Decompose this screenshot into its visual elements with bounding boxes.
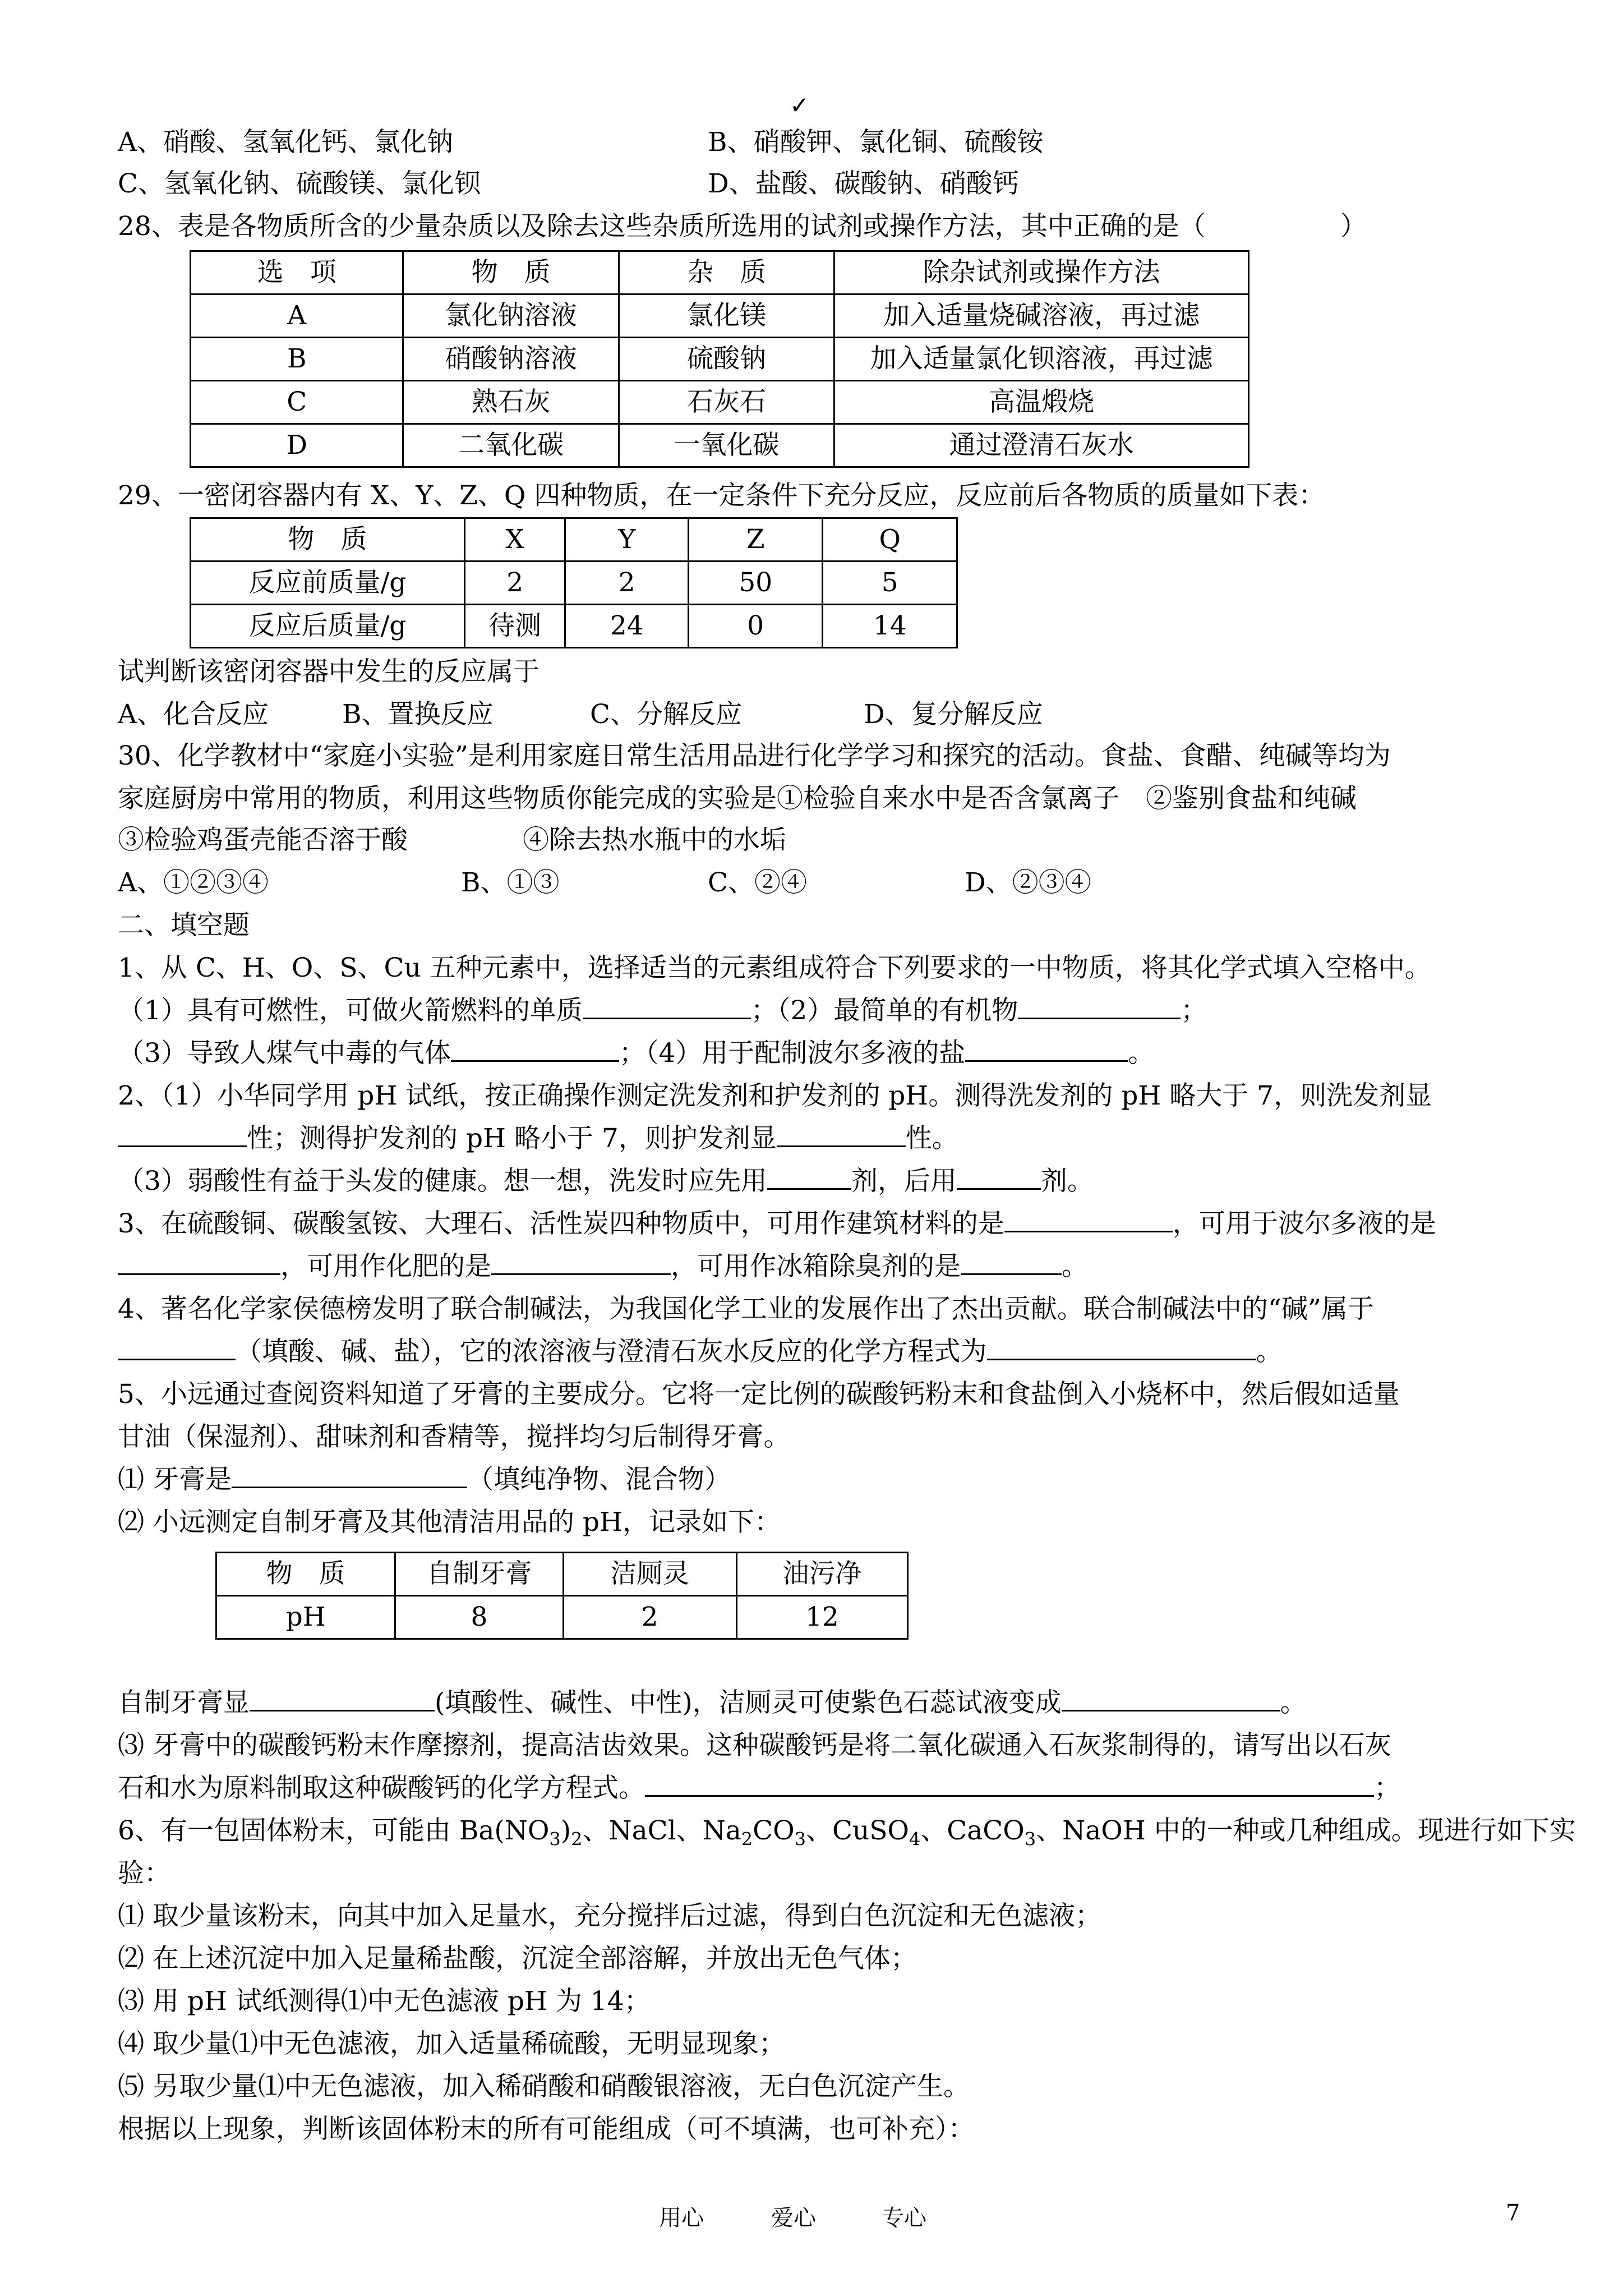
f5-part-3-line-1: ⑶ 牙膏中的碳酸钙粉末作摩擦剂，提高洁齿效果。这种碳酸钙是将二氧化碳通入石灰浆制得的，请写出以石灰	[118, 1730, 1391, 1761]
table-cell: B	[191, 338, 403, 381]
table-cell: 2	[565, 562, 689, 605]
q30-line-3b: ④除去热水瓶中的水垢	[523, 825, 786, 855]
table-header-cell: 物 质	[403, 251, 619, 295]
answer-blank[interactable]	[961, 1251, 1062, 1275]
q29-question: 试判断该密闭容器中发生的反应属于	[118, 656, 540, 687]
table-cell: 8	[395, 1596, 563, 1639]
subscript: 3	[794, 1828, 806, 1850]
f1-line-1: 1、从 C、H、O、S、Cu 五种元素中，选择适当的元素组成符合下列要求的一中物质，将其化学式填入空格中。	[118, 953, 1431, 983]
table-cell: 2	[464, 562, 565, 605]
f3-line-1	[118, 1208, 1436, 1240]
f6-text: 、NaOH 中的一种或几种组成。现进行如下实	[1036, 1815, 1576, 1846]
table-header-cell: 自制牙膏	[395, 1553, 563, 1596]
table-row	[191, 605, 957, 648]
q30-line-2: 家庭厨房中常用的物质，利用这些物质你能完成的实验是①检验自来水中是否含氯离子 ②鉴别食盐和纯碱	[118, 783, 1357, 814]
f6-step-3: ⑶ 用 pH 试纸测得⑴中无色滤液 pH 为 14；	[118, 1986, 651, 2017]
f4-line-2	[118, 1336, 1283, 1368]
answer-blank[interactable]	[965, 1038, 1128, 1062]
f2-line-2	[118, 1123, 958, 1154]
table-header-cell: Y	[565, 518, 689, 562]
f1-text: （3）导致人煤气中毒的气体	[118, 1038, 451, 1069]
q30-line-1: 30、化学教材中“家庭小实验”是利用家庭日常生活用品进行化学学习和探究的活动。食盐、食醋、纯碱等均为	[118, 740, 1391, 771]
table-cell: 14	[823, 605, 957, 648]
f1-text: （1）具有可燃性，可做火箭燃料的单质	[118, 995, 583, 1026]
q29-table	[190, 517, 958, 648]
f2-text: 性。	[905, 1123, 958, 1154]
answer-blank[interactable]	[777, 1123, 906, 1147]
footer-motto-3: 专心	[882, 2205, 926, 2231]
table-row	[191, 381, 1249, 424]
answer-blank[interactable]	[1018, 995, 1181, 1019]
f6-text: CO	[753, 1815, 795, 1846]
f2-text: 剂。	[1040, 1166, 1094, 1197]
f5-line-1: 5、小远通过查阅资料知道了牙膏的主要成分。它将一定比例的碳酸钙粉末和食盐倒入小烧杯中，然后假如适量	[118, 1379, 1400, 1410]
q27-option-b: B、硝酸钾、氯化铜、硫酸铵	[708, 127, 1044, 158]
table-cell: 硫酸钠	[619, 338, 834, 381]
f2-text: 剂，后用	[851, 1166, 957, 1197]
f6-text: 、CuSO	[805, 1815, 909, 1846]
table-header-row	[191, 251, 1249, 295]
f6-step-2: ⑵ 在上述沉淀中加入足量稀盐酸，沉淀全部溶解，并放出无色气体；	[118, 1943, 917, 1974]
f6-text: 、CaCO	[920, 1815, 1025, 1846]
f5-part-2: ⑵ 小远测定自制牙膏及其他清洁用品的 pH，记录如下：	[118, 1507, 781, 1538]
table-cell: 2	[563, 1596, 736, 1639]
footer-motto-2: 爱心	[771, 2205, 816, 2231]
f5-text: ；	[1374, 1773, 1400, 1803]
f2-text: （3）弱酸性有益于头发的健康。想一想，洗发时应先用	[118, 1166, 767, 1197]
answer-blank[interactable]	[118, 1251, 280, 1275]
table-row	[191, 424, 1249, 467]
f3-text: ，可用于波尔多液的是	[1172, 1208, 1436, 1239]
table-cell: 待测	[464, 605, 565, 648]
f2-text: 性；测得护发剂的 pH 略小于 7，则护发剂显	[247, 1123, 777, 1154]
q28-table	[190, 250, 1249, 468]
answer-blank[interactable]	[250, 1687, 435, 1711]
f1-text: ；（4）用于配制波尔多液的盐	[619, 1038, 966, 1069]
table-header-cell: Q	[823, 518, 957, 562]
table-cell: C	[191, 381, 403, 424]
q29-option-c: C、分解反应	[590, 699, 742, 730]
f2-line-1: 2、（1）小华同学用 pH 试纸，按正确操作测定洗发剂和护发剂的 pH。测得洗发剂的 pH 略大于 7，则洗发剂显	[118, 1080, 1432, 1111]
table-cell: D	[191, 424, 403, 467]
q28-stem-text: 28、表是各物质所含的少量杂质以及除去这些杂质所选用的试剂或操作方法，其中正确的是（	[118, 211, 1206, 242]
q28-stem-end: ）	[1340, 211, 1367, 242]
subscript: 4	[909, 1828, 921, 1850]
f3-text: ，可用作冰箱除臭剂的是	[671, 1251, 961, 1282]
f3-line-2	[118, 1251, 1088, 1282]
subscript: 3	[549, 1828, 561, 1850]
subscript: 2	[741, 1828, 753, 1850]
q27-option-c: C、氢氧化钠、硫酸镁、氯化钡	[118, 168, 481, 199]
q27-option-d: D、盐酸、碳酸钠、硝酸钙	[708, 168, 1019, 199]
table-cell: 12	[736, 1596, 907, 1639]
table-header-cell: 物 质	[191, 518, 465, 562]
table-cell: 二氧化碳	[403, 424, 619, 467]
f5-line-2: 甘油（保湿剂）、甜味剂和香精等，搅拌均匀后制得牙膏。	[118, 1421, 790, 1452]
f1-line-2	[118, 995, 1207, 1027]
table-cell: 硝酸钠溶液	[403, 338, 619, 381]
q28-stem	[118, 211, 1367, 242]
answer-blank[interactable]	[451, 1038, 619, 1062]
f4-line-1: 4、著名化学家侯德榜发明了联合制碱法，为我国化学工业的发展作出了杰出贡献。联合制碱法中的“碱”属于	[118, 1294, 1374, 1324]
answer-blank[interactable]	[767, 1166, 851, 1190]
f5-text: 石和水为原料制取这种碳酸钙的化学方程式。	[118, 1773, 645, 1803]
table-header-cell: Z	[689, 518, 823, 562]
q30-option-d: D、②③④	[965, 867, 1091, 898]
table-cell: 氯化钠溶液	[403, 295, 619, 338]
table-cell: 5	[823, 562, 957, 605]
f5-text: 自制牙膏显	[118, 1687, 250, 1718]
q30-option-a: A、①②③④	[118, 867, 269, 898]
section-title-fill-in: 二、填空题	[118, 910, 250, 941]
table-row	[191, 338, 1249, 381]
answer-blank[interactable]	[645, 1773, 1374, 1797]
q30-option-c: C、②④	[708, 867, 807, 898]
table-cell: 反应前质量/g	[191, 562, 465, 605]
answer-blank[interactable]	[491, 1251, 671, 1275]
f6-step-4: ⑷ 取少量⑴中无色滤液，加入适量稀硫酸，无明显现象；	[118, 2028, 785, 2059]
answer-blank[interactable]	[1004, 1208, 1173, 1232]
subscript: 3	[1024, 1828, 1036, 1850]
f6-text: )	[560, 1815, 571, 1846]
table-header-row	[216, 1553, 908, 1596]
f1-text: ；（2）最简单的有机物	[750, 995, 1018, 1026]
subscript: 2	[571, 1828, 583, 1850]
table-header-cell: 物 质	[216, 1553, 395, 1596]
table-row	[191, 562, 957, 605]
f6-step-5: ⑸ 另取少量⑴中无色滤液，加入稀硝酸和硝酸银溶液，无白色沉淀产生。	[118, 2071, 970, 2102]
table-cell: 通过澄清石灰水	[834, 424, 1249, 467]
q29-option-a: A、化合反应	[118, 699, 269, 730]
f5-part-3-line-2	[118, 1773, 1400, 1804]
f5-text: ⑴ 牙膏是	[118, 1464, 232, 1495]
q30-option-b: B、①③	[461, 867, 560, 898]
f5-text: （填纯净物、混合物）	[467, 1464, 731, 1495]
table-header-cell: 选 项	[191, 251, 403, 295]
f5-ph-table	[215, 1552, 909, 1640]
table-header-cell: 洁厕灵	[563, 1553, 736, 1596]
f3-text: 3、在硫酸铜、碳酸氢铵、大理石、活性炭四种物质中，可用作建筑材料的是	[118, 1208, 1004, 1239]
footer-motto-1: 用心	[659, 2205, 704, 2231]
f5-text: (填酸性、碱性、中性)，洁厕灵可使紫色石蕊试液变成	[435, 1687, 1062, 1718]
table-cell: 50	[689, 562, 823, 605]
table-cell: A	[191, 295, 403, 338]
table-row	[191, 295, 1249, 338]
f6-line-2: 验：	[118, 1858, 170, 1889]
table-cell: 石灰石	[619, 381, 834, 424]
f6-text: 、NaCl、Na	[582, 1815, 741, 1846]
f1-line-3	[118, 1038, 1154, 1069]
answer-blank[interactable]	[583, 995, 751, 1019]
answer-blank[interactable]	[118, 1123, 247, 1147]
table-cell: 24	[565, 605, 689, 648]
answer-blank[interactable]	[232, 1464, 467, 1488]
table-header-cell: 除杂试剂或操作方法	[834, 251, 1249, 295]
q29-option-d: D、复分解反应	[864, 699, 1043, 730]
table-cell: 加入适量烧碱溶液，再过滤	[834, 295, 1249, 338]
table-cell: 氯化镁	[619, 295, 834, 338]
answer-blank[interactable]	[118, 1336, 236, 1360]
table-cell: pH	[216, 1596, 395, 1639]
f4-text: 。	[1256, 1336, 1283, 1367]
f5-question	[118, 1687, 1307, 1719]
page-number: 7	[1506, 2200, 1520, 2226]
table-cell: 0	[689, 605, 823, 648]
table-row	[216, 1596, 908, 1639]
f3-text: 。	[1062, 1251, 1088, 1282]
f6-line-1	[118, 1815, 1576, 1850]
table-cell: 反应后质量/g	[191, 605, 465, 648]
answer-blank[interactable]	[957, 1166, 1041, 1190]
table-header-cell: 杂 质	[619, 251, 834, 295]
q27-option-a: A、硝酸、氢氧化钙、氯化钠	[118, 127, 453, 158]
q29-stem: 29、一密闭容器内有 X、Y、Z、Q 四种物质，在一定条件下充分反应，反应前后各物质的质量如下表：	[118, 480, 1325, 511]
f2-line-3	[118, 1166, 1094, 1197]
answer-blank[interactable]	[1062, 1687, 1280, 1711]
q29-option-b: B、置换反应	[342, 699, 494, 730]
f6-text: 6、有一包固体粉末，可能由 Ba(NO	[118, 1815, 550, 1846]
f6-conclusion: 根据以上现象，判断该固体粉末的所有可能组成（可不填满，也可补充）：	[118, 2114, 975, 2145]
table-header-row	[191, 518, 957, 562]
f1-text: ；	[1181, 995, 1207, 1026]
table-header-cell: X	[464, 518, 565, 562]
f6-step-1: ⑴ 取少量该粉末，向其中加入足量水，充分搅拌后过滤，得到白色沉淀和无色滤液；	[118, 1901, 1101, 1931]
f1-text: 。	[1128, 1038, 1155, 1069]
table-cell: 熟石灰	[403, 381, 619, 424]
answer-blank[interactable]	[987, 1336, 1256, 1360]
checkmark: ✓	[790, 91, 810, 119]
table-header-cell: 油污净	[736, 1553, 907, 1596]
table-cell: 加入适量氯化钡溶液，再过滤	[834, 338, 1249, 381]
f3-text: ，可用作化肥的是	[280, 1251, 491, 1282]
f5-text: 。	[1280, 1687, 1307, 1718]
table-cell: 一氧化碳	[619, 424, 834, 467]
q30-line-3a: ③检验鸡蛋壳能否溶于酸	[118, 825, 408, 855]
f5-part-1	[118, 1464, 731, 1496]
table-cell: 高温煅烧	[834, 381, 1249, 424]
f4-text: （填酸、碱、盐），它的浓溶液与澄清石灰水反应的化学方程式为	[236, 1336, 987, 1367]
